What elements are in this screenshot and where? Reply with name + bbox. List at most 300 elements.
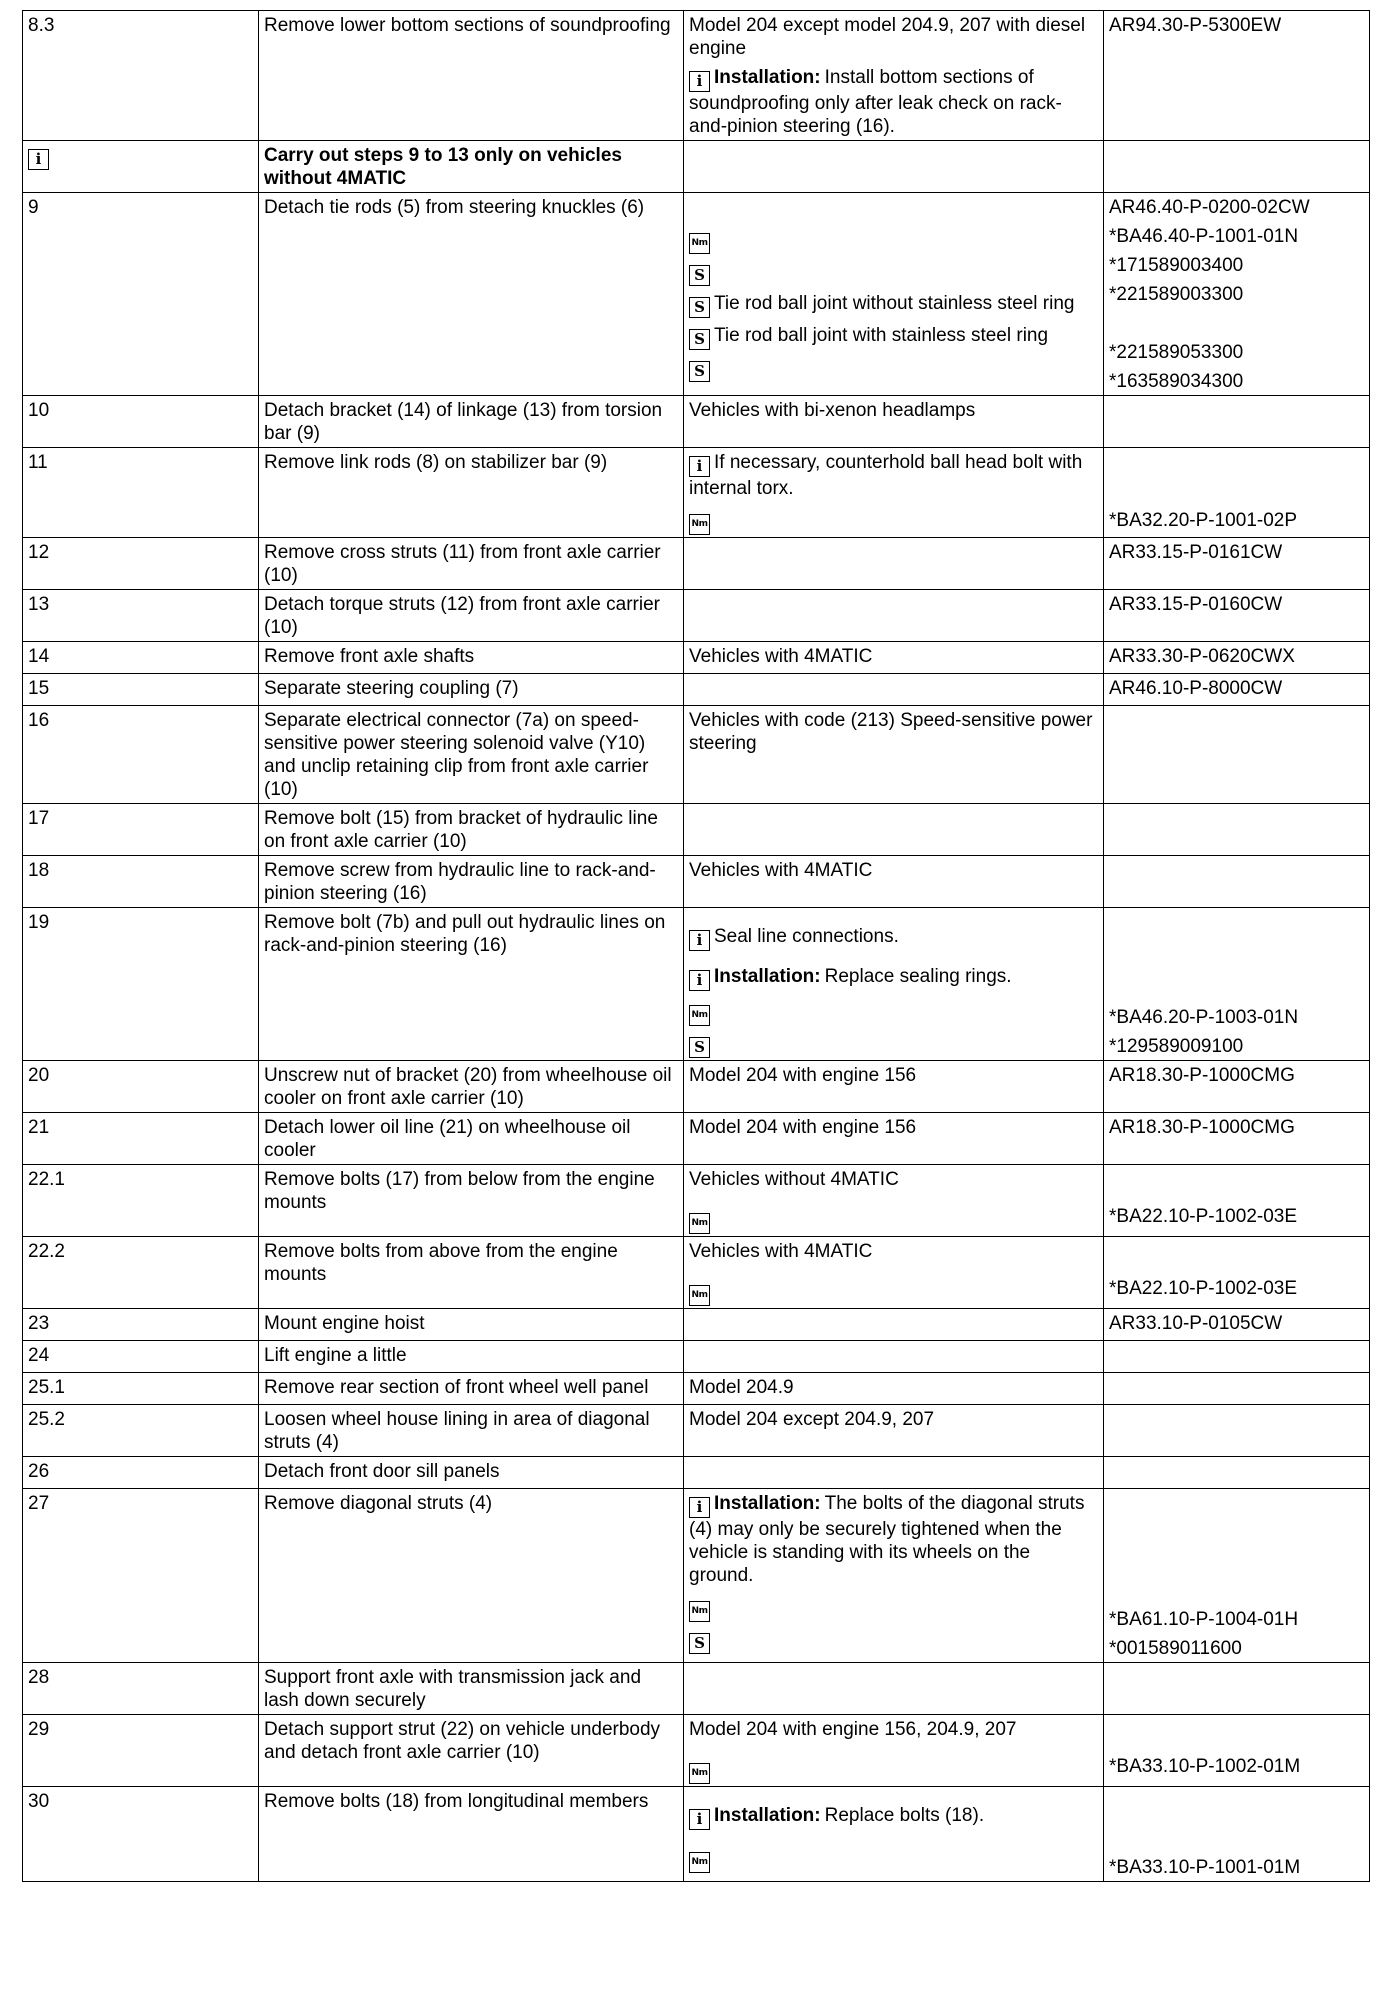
installation-label: Installation: (714, 1805, 821, 1826)
reference-cell (1104, 1165, 1370, 1237)
step-number-cell (23, 448, 259, 538)
reference-cell (1104, 141, 1370, 193)
notes-cell (684, 706, 1104, 804)
note-line-text: The bolts of the diagonal struts (4) may only be securely tightened when the vehicle is standing with its wheels on the ground. (689, 1493, 1085, 1586)
reference-line (1109, 14, 1364, 37)
reference-line-text: *171589003400 (1109, 255, 1244, 276)
reference-line (1109, 196, 1364, 219)
notes-cell (684, 1787, 1104, 1882)
step-number-cell (23, 1061, 259, 1113)
info-icon: i (28, 149, 49, 170)
note-line-text: Tie rod ball joint without stainless steel ring (714, 293, 1075, 314)
table-row (23, 642, 1370, 674)
reference-cell (1104, 908, 1370, 1061)
table-row (23, 1489, 1370, 1663)
reference-cell (1104, 1113, 1370, 1165)
note-line (689, 356, 1098, 382)
reference-cell (1104, 706, 1370, 804)
operation-cell (259, 448, 684, 538)
notes-cell (684, 642, 1104, 674)
note-line-text: Replace bolts (18). (824, 1805, 985, 1826)
operation-text: Separate electrical connector (7a) on speed-sensitive power steering solenoid valve (Y10) and unclip retaining clip from front axle carrier (10) (264, 710, 649, 800)
note-line (689, 1064, 1098, 1087)
step-number: 24 (28, 1345, 50, 1366)
note-line-text: Model 204.9 (689, 1377, 794, 1398)
operation-text: Remove lower bottom sections of soundproofing (264, 15, 671, 36)
reference-line (1109, 1718, 1364, 1741)
note-line (689, 1240, 1098, 1263)
notes-cell (684, 1113, 1104, 1165)
step-number-cell (23, 193, 259, 396)
step-number-cell (23, 396, 259, 448)
operation-cell (259, 1663, 684, 1715)
notes-cell (684, 193, 1104, 396)
notes-cell (684, 1309, 1104, 1341)
reference-cell (1104, 1715, 1370, 1787)
step-number: 18 (28, 860, 50, 881)
operation-cell (259, 1165, 684, 1237)
step-number-cell (23, 590, 259, 642)
operation-text: Detach support strut (22) on vehicle underbody and detach front axle carrier (10) (264, 1719, 661, 1763)
note-line-text: Vehicles without 4MATIC (689, 1169, 899, 1190)
step-number: 28 (28, 1667, 50, 1688)
operation-text: Detach front door sill panels (264, 1461, 500, 1482)
step-number: 15 (28, 678, 50, 699)
note-line (689, 645, 1098, 668)
step-number: 20 (28, 1065, 50, 1086)
reference-line-text: *129589009100 (1109, 1036, 1244, 1057)
note-line (689, 1492, 1098, 1587)
reference-cell (1104, 1373, 1370, 1405)
reference-cell (1104, 1489, 1370, 1663)
special-tool-icon: S (689, 1037, 710, 1058)
note-line (689, 1205, 1098, 1234)
reference-line (1109, 1064, 1364, 1087)
step-number-cell (23, 141, 259, 193)
notes-cell (684, 1237, 1104, 1309)
special-tool-icon: S (689, 297, 710, 318)
notes-cell (684, 538, 1104, 590)
step-number: 12 (28, 542, 50, 563)
operation-cell (259, 1061, 684, 1113)
step-number: 23 (28, 1313, 50, 1334)
step-number-cell (23, 642, 259, 674)
step-number-cell (23, 856, 259, 908)
table-row (23, 11, 1370, 141)
operation-text: Mount engine hoist (264, 1313, 425, 1334)
operation-text: Support front axle with transmission jack and lash down securely (264, 1667, 642, 1711)
step-number-cell (23, 11, 259, 141)
reference-line-text: *221589003300 (1109, 284, 1244, 305)
note-line-text: Vehicles with bi-xenon headlamps (689, 400, 976, 421)
step-number: 25.2 (28, 1409, 65, 1430)
reference-line (1109, 1240, 1364, 1263)
reference-line-text: *163589034300 (1109, 371, 1244, 392)
table-row (23, 1341, 1370, 1373)
reference-line-text: *BA22.10-P-1002-03E (1109, 1278, 1298, 1299)
info-icon: i (689, 1497, 710, 1518)
operation-text: Carry out steps 9 to 13 only on vehicles without 4MATIC (264, 145, 622, 189)
step-number: 22.2 (28, 1241, 65, 1262)
reference-line (1109, 1790, 1364, 1842)
operation-text: Detach tie rods (5) from steering knuckles (6) (264, 197, 645, 218)
note-line-text: Vehicles with 4MATIC (689, 646, 873, 667)
note-line (689, 399, 1098, 422)
table-row (23, 856, 1370, 908)
reference-line (1109, 283, 1364, 335)
operation-cell (259, 1309, 684, 1341)
step-number: 27 (28, 1493, 50, 1514)
step-number: 9 (28, 197, 39, 218)
note-line (689, 324, 1098, 350)
table-row (23, 396, 1370, 448)
reference-cell (1104, 193, 1370, 396)
step-number-cell (23, 1113, 259, 1165)
installation-label: Installation: (714, 67, 821, 88)
info-icon: i (689, 71, 710, 92)
operation-cell (259, 1405, 684, 1457)
note-line (689, 1376, 1098, 1399)
reference-cell (1104, 538, 1370, 590)
note-line (689, 1408, 1098, 1431)
reference-line-text: AR18.30-P-1000CMG (1109, 1117, 1295, 1138)
operation-cell (259, 396, 684, 448)
reference-line-text: AR33.15-P-0161CW (1109, 542, 1283, 563)
reference-line-text: *221589053300 (1109, 342, 1244, 363)
operation-text: Remove front axle shafts (264, 646, 475, 667)
reference-line-text: *BA61.10-P-1004-01H (1109, 1609, 1299, 1630)
reference-line (1109, 1006, 1364, 1029)
operation-cell (259, 1373, 684, 1405)
operation-text: Remove rear section of front wheel well panel (264, 1377, 649, 1398)
note-line (689, 1718, 1098, 1741)
reference-cell (1104, 804, 1370, 856)
step-number: 16 (28, 710, 50, 731)
reference-line-text: *BA32.20-P-1001-02P (1109, 510, 1298, 531)
notes-cell (684, 1341, 1104, 1373)
note-line (689, 925, 1098, 951)
reference-cell (1104, 856, 1370, 908)
reference-cell (1104, 674, 1370, 706)
note-line (689, 1168, 1098, 1191)
operation-cell (259, 642, 684, 674)
step-number: 26 (28, 1461, 50, 1482)
table-row (23, 706, 1370, 804)
table-row (23, 1061, 1370, 1113)
special-tool-icon: S (689, 265, 710, 286)
reference-line (1109, 1492, 1364, 1602)
reference-line (1109, 911, 1364, 992)
operation-cell (259, 706, 684, 804)
step-number: 13 (28, 594, 50, 615)
operation-text: Remove link rods (8) on stabilizer bar (9) (264, 452, 608, 473)
operation-cell (259, 1489, 684, 1663)
operation-cell (259, 804, 684, 856)
torque-nm-icon: Nm (689, 233, 710, 254)
info-icon: i (689, 930, 710, 951)
torque-nm-icon: Nm (689, 1005, 710, 1026)
reference-line (1109, 1755, 1364, 1778)
note-line-text: Replace sealing rings. (824, 966, 1012, 987)
operation-cell (259, 1113, 684, 1165)
note-line-text: If necessary, counterhold ball head bolt with internal torx. (689, 452, 1083, 499)
table-row (23, 590, 1370, 642)
table-row (23, 908, 1370, 1061)
reference-cell (1104, 1061, 1370, 1113)
step-number-cell (23, 1405, 259, 1457)
operation-cell (259, 1457, 684, 1489)
operation-text: Detach torque struts (12) from front axle carrier (10) (264, 594, 660, 638)
operation-cell (259, 141, 684, 193)
step-number: 10 (28, 400, 50, 421)
notes-cell (684, 141, 1104, 193)
special-tool-icon: S (689, 329, 710, 350)
step-number-cell (23, 908, 259, 1061)
notes-cell (684, 1663, 1104, 1715)
note-line (689, 997, 1098, 1026)
reference-line-text: *BA46.20-P-1003-01N (1109, 1007, 1299, 1028)
table-row (23, 1373, 1370, 1405)
reference-line (1109, 677, 1364, 700)
reference-line (1109, 225, 1364, 248)
note-line (689, 14, 1098, 60)
operation-cell (259, 674, 684, 706)
step-number-cell (23, 1457, 259, 1489)
note-line (689, 1844, 1098, 1873)
operation-text: Loosen wheel house lining in area of diagonal struts (4) (264, 1409, 650, 1453)
reference-cell (1104, 448, 1370, 538)
note-line-text: Model 204 except model 204.9, 207 with diesel engine (689, 15, 1086, 59)
step-number: 11 (28, 452, 48, 473)
operation-cell (259, 1237, 684, 1309)
step-number-cell (23, 706, 259, 804)
reference-line (1109, 1608, 1364, 1631)
table-row (23, 1165, 1370, 1237)
note-line-text: Vehicles with code (213) Speed-sensitive power steering (689, 710, 1093, 754)
table-row (23, 1237, 1370, 1309)
note-line (689, 1804, 1098, 1830)
reference-line-text: *BA46.40-P-1001-01N (1109, 226, 1299, 247)
notes-cell (684, 1373, 1104, 1405)
table-row (23, 538, 1370, 590)
reference-cell (1104, 1457, 1370, 1489)
reference-cell (1104, 11, 1370, 141)
operation-text: Detach bracket (14) of linkage (13) from torsion bar (9) (264, 400, 663, 444)
step-number: 22.1 (28, 1169, 65, 1190)
operation-text: Remove cross struts (11) from front axle carrier (10) (264, 542, 661, 586)
note-line-text: Tie rod ball joint with stainless steel ring (714, 325, 1049, 346)
installation-label: Installation: (714, 1493, 821, 1514)
step-number: 30 (28, 1791, 50, 1812)
step-number-cell (23, 1373, 259, 1405)
operation-text: Remove bolt (15) from bracket of hydraulic line on front axle carrier (10) (264, 808, 658, 852)
table-row (23, 1457, 1370, 1489)
reference-line (1109, 1116, 1364, 1139)
table-row (23, 1309, 1370, 1341)
note-line-text: Vehicles with 4MATIC (689, 860, 873, 881)
notes-cell (684, 804, 1104, 856)
reference-line (1109, 451, 1364, 503)
table-row (23, 193, 1370, 396)
operation-cell (259, 908, 684, 1061)
reference-line-text: AR33.10-P-0105CW (1109, 1313, 1283, 1334)
reference-line (1109, 1312, 1364, 1335)
step-number-cell (23, 1309, 259, 1341)
notes-cell (684, 1457, 1104, 1489)
note-line (689, 225, 1098, 254)
operation-cell (259, 856, 684, 908)
note-line (689, 1628, 1098, 1654)
notes-cell (684, 590, 1104, 642)
reference-cell (1104, 642, 1370, 674)
reference-line (1109, 370, 1364, 393)
notes-cell (684, 1165, 1104, 1237)
reference-line (1109, 341, 1364, 364)
notes-cell (684, 1061, 1104, 1113)
operation-text: Remove bolts from above from the engine mounts (264, 1241, 618, 1285)
reference-cell (1104, 1341, 1370, 1373)
torque-nm-icon: Nm (689, 1763, 710, 1784)
reference-line (1109, 1035, 1364, 1058)
reference-cell (1104, 590, 1370, 642)
operation-text: Detach lower oil line (21) on wheelhouse oil cooler (264, 1117, 631, 1161)
operation-cell (259, 1341, 684, 1373)
table-row (23, 1405, 1370, 1457)
note-line (689, 709, 1098, 755)
reference-line-text: *001589011600 (1109, 1638, 1242, 1659)
table-row (23, 804, 1370, 856)
note-line (689, 1116, 1098, 1139)
operation-cell (259, 538, 684, 590)
step-number-cell (23, 804, 259, 856)
reference-line-text: AR33.30-P-0620CWX (1109, 646, 1295, 667)
notes-cell (684, 908, 1104, 1061)
step-number: 14 (28, 646, 50, 667)
reference-line (1109, 1856, 1364, 1879)
note-line (689, 451, 1098, 500)
table-row (23, 1787, 1370, 1882)
torque-nm-icon: Nm (689, 1285, 710, 1306)
operation-text: Separate steering coupling (7) (264, 678, 519, 699)
note-line-text: Install bottom sections of soundproofing only after leak check on rack-and-pinion steering (16). (689, 67, 1062, 137)
reference-cell (1104, 1787, 1370, 1882)
step-number: 29 (28, 1719, 50, 1740)
reference-line-text: AR46.40-P-0200-02CW (1109, 197, 1310, 218)
note-line (689, 1277, 1098, 1306)
reference-line-text: *BA22.10-P-1002-03E (1109, 1206, 1298, 1227)
torque-nm-icon: Nm (689, 514, 710, 535)
step-number-cell (23, 1237, 259, 1309)
note-line-text: Model 204 with engine 156, 204.9, 207 (689, 1719, 1017, 1740)
table-row (23, 1663, 1370, 1715)
note-line (689, 1755, 1098, 1784)
step-number: 25.1 (28, 1377, 65, 1398)
torque-nm-icon: Nm (689, 1213, 710, 1234)
note-line-text: Model 204 with engine 156 (689, 1065, 917, 1086)
torque-nm-icon: Nm (689, 1852, 710, 1873)
note-line (689, 859, 1098, 882)
notes-cell (684, 1405, 1104, 1457)
table-row (23, 141, 1370, 193)
info-icon: i (689, 970, 710, 991)
note-line (689, 1593, 1098, 1622)
info-icon: i (689, 1809, 710, 1830)
table-row (23, 448, 1370, 538)
operation-cell (259, 193, 684, 396)
operation-cell (259, 590, 684, 642)
operation-text: Remove bolts (18) from longitudinal members (264, 1791, 649, 1812)
step-number-cell (23, 1341, 259, 1373)
operation-cell (259, 1715, 684, 1787)
step-number-cell (23, 1787, 259, 1882)
reference-line (1109, 254, 1364, 277)
operation-text: Lift engine a little (264, 1345, 407, 1366)
operation-text: Unscrew nut of bracket (20) from wheelhouse oil cooler on front axle carrier (10) (264, 1065, 672, 1109)
reference-cell (1104, 396, 1370, 448)
notes-cell (684, 856, 1104, 908)
note-line-text: Model 204 with engine 156 (689, 1117, 917, 1138)
step-number-cell (23, 1165, 259, 1237)
reference-cell (1104, 1309, 1370, 1341)
special-tool-icon: S (689, 1633, 710, 1654)
reference-line (1109, 1277, 1364, 1300)
torque-nm-icon: Nm (689, 1601, 710, 1622)
note-line-text: Seal line connections. (714, 926, 899, 947)
step-number-cell (23, 1663, 259, 1715)
reference-line (1109, 541, 1364, 564)
notes-cell (684, 1715, 1104, 1787)
note-line (689, 506, 1098, 535)
operation-text: Remove bolts (17) from below from the engine mounts (264, 1169, 655, 1213)
step-number: 21 (28, 1117, 50, 1138)
reference-line-text: AR46.10-P-8000CW (1109, 678, 1283, 699)
reference-line-text: *BA33.10-P-1002-01M (1109, 1756, 1301, 1777)
info-icon: i (689, 456, 710, 477)
reference-cell (1104, 1405, 1370, 1457)
table-row (23, 1113, 1370, 1165)
step-number-cell (23, 674, 259, 706)
reference-line-text: *BA33.10-P-1001-01M (1109, 1857, 1301, 1878)
step-number: 8.3 (28, 15, 55, 36)
reference-line (1109, 1168, 1364, 1191)
reference-line (1109, 1205, 1364, 1228)
note-line (689, 292, 1098, 318)
reference-cell (1104, 1237, 1370, 1309)
notes-cell (684, 1489, 1104, 1663)
table-row (23, 674, 1370, 706)
table-row (23, 1715, 1370, 1787)
step-number: 19 (28, 912, 50, 933)
step-number-cell (23, 1489, 259, 1663)
note-line-text: Model 204 except 204.9, 207 (689, 1409, 935, 1430)
note-line (689, 260, 1098, 286)
operation-cell (259, 1787, 684, 1882)
step-number: 17 (28, 808, 50, 829)
note-line (689, 1032, 1098, 1058)
step-number-cell (23, 1715, 259, 1787)
note-line (689, 66, 1098, 138)
reference-cell (1104, 1663, 1370, 1715)
note-line (689, 196, 1098, 219)
note-line (689, 965, 1098, 991)
operation-text: Remove diagonal struts (4) (264, 1493, 493, 1514)
installation-label: Installation: (714, 966, 821, 987)
reference-line-text: AR33.15-P-0160CW (1109, 594, 1283, 615)
operation-text: Remove bolt (7b) and pull out hydraulic lines on rack-and-pinion steering (16) (264, 912, 666, 956)
reference-line-text: AR18.30-P-1000CMG (1109, 1065, 1295, 1086)
reference-line (1109, 509, 1364, 532)
notes-cell (684, 448, 1104, 538)
